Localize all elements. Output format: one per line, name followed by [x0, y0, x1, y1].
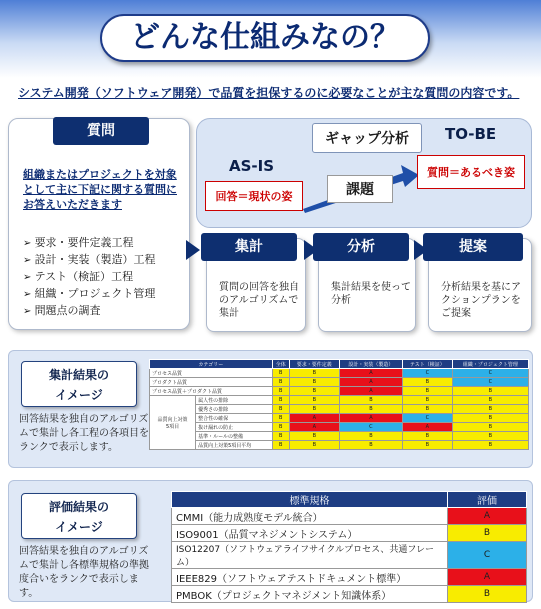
table-row: 品質向上対策5項目平均 B B B B B	[150, 441, 529, 450]
evaluation-table	[171, 491, 527, 603]
as-is-title: AS-IS	[229, 157, 275, 175]
table-row: ISO12207（ソフトウェアライフサイクルプロセス、共通フレーム） C	[172, 542, 527, 569]
table-header-row: 標準規格 評価	[172, 492, 527, 508]
table-row: プロセス品質＋プロダクト品質 B B A B B	[150, 387, 529, 396]
table-row: CMMI（能力成熟度モデル統合） A	[172, 508, 527, 525]
summary-label: 集計結果の イメージ	[21, 361, 137, 407]
table-row: 抜け漏れの防止 B A C A B	[150, 423, 529, 432]
question-topic-item: ➢ 設計・実装（製造）工程	[23, 252, 191, 269]
step-card-aggregate	[206, 238, 306, 332]
table-row: PMBOK（プロジェクトマネジメント知識体系） B	[172, 586, 527, 603]
question-topic-item: ➢ 組織・プロジェクト管理	[23, 286, 191, 303]
summary-description: 回答結果を独自のアルゴリズムで集計し各工程の各項目をランクで表示します。	[19, 414, 149, 453]
table-row: 優秀さの排除 B B B B B	[150, 405, 529, 414]
step-description: 集計結果を使って分析	[331, 282, 411, 306]
table-row: プロダクト品質 B B A B C	[150, 378, 529, 387]
question-card	[8, 118, 190, 330]
table-row: ISO9001（品質マネジメントシステム） B	[172, 525, 527, 542]
question-label: 質問	[53, 117, 149, 145]
table-row: 品質向上対策 5項目 属人性の排除 B B B B B	[150, 396, 529, 405]
gap-analysis-label: ギャップ分析	[312, 123, 422, 153]
step-card-analyze	[318, 238, 416, 332]
step-card-propose	[428, 238, 532, 332]
table-row: プロセス品質 B B A C C	[150, 369, 529, 378]
page-subtitle: システム開発（ソフトウェア開発）で品質を担保するのに必要なことが主な質問の内容です。	[18, 86, 520, 100]
summary-table	[149, 359, 529, 450]
page-title: どんな仕組みなの？	[100, 14, 430, 62]
step-label: 提案	[423, 233, 523, 261]
evaluation-label: 評価結果の イメージ	[21, 493, 137, 539]
step-label: 分析	[313, 233, 409, 261]
evaluation-description: 回答結果を独自のアルゴリズムで集計し各標準規格の準拠度合いをランクで表示します。	[19, 546, 149, 599]
table-row: 基準・ルールの整備 B B B B B	[150, 432, 529, 441]
table-row: IEEE829（ソフトウェアテストドキュメント標準） A	[172, 569, 527, 586]
step-description: 質問の回答を独自のアルゴリズムで集計	[219, 282, 299, 319]
table-header-row: カテゴリー 全体 要求・要件定義 設計・実装（製造） テスト（検証） 組織・プロジェクト管理	[150, 360, 529, 369]
to-be-box: 質問＝あるべき姿	[417, 155, 525, 189]
evaluation-section	[8, 480, 533, 602]
group-label: 品質向上対策 5項目	[150, 396, 196, 450]
question-topic-item: ➢ テスト（検証）工程	[23, 269, 191, 286]
table-row: 整合性の確保 B A A C B	[150, 414, 529, 423]
question-description: 組織またはプロジェクトを対象として主に下記に関する質問にお答えいただきます	[23, 168, 177, 211]
issue-label: 課題	[327, 175, 393, 203]
question-topic-item: ➢ 要求・要件定義工程	[23, 235, 191, 252]
as-is-box: 回答＝現状の姿	[205, 181, 303, 211]
step-label: 集計	[201, 233, 297, 261]
question-topic-list	[23, 235, 191, 320]
step-description: 分析結果を基にアクションプランをご提案	[441, 282, 521, 319]
summary-section	[8, 350, 533, 468]
gap-analysis-panel	[196, 118, 532, 228]
question-topic-item: ➢ 問題点の調査	[23, 303, 191, 320]
to-be-title: TO-BE	[445, 125, 497, 143]
